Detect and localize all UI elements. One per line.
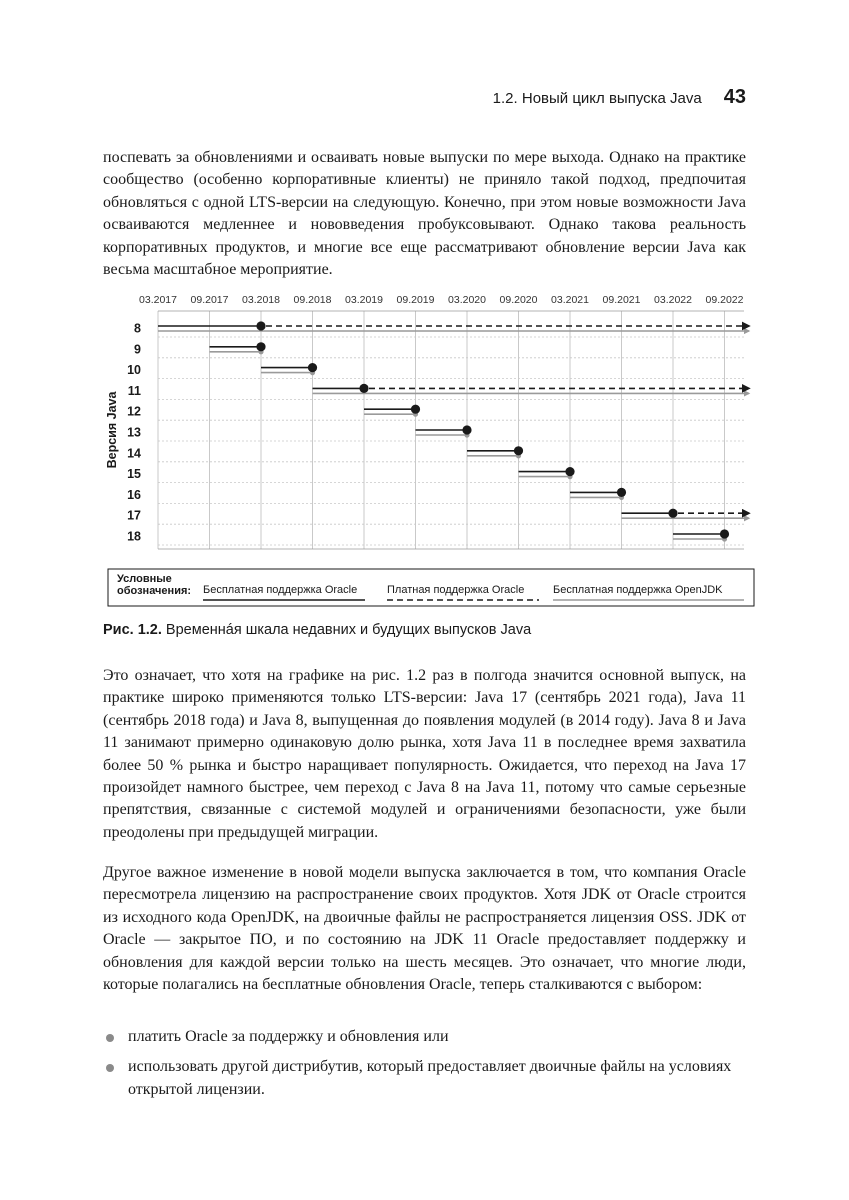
paragraph: поспевать за обновлениями и осваивать новые выпуски по мере выхода. Однако на практике сообщество (особенно корпоративные клиенты) не приняло такой подход, предпочитая обновляться с одной LTS-версии на следующую. Конечно, при этом новые возможности Java осваиваются медленнее и нововведения пробуксовывают. Однако такова реальность корпоративных продуктов, и многие все еще рассматривают обновление версии Java как весьма масштабное мероприятие. [103,149,746,279]
legend-item-oracle-free: Бесплатная поддержка Oracle [203,584,358,596]
x-tick-label: 09.2022 [705,294,744,306]
x-tick-label: 03.2018 [242,294,280,306]
legend-heading: обозначения: [117,585,192,597]
running-header [493,86,746,114]
version-label: 17 [127,508,141,523]
oracle-free-end-dot [256,342,265,351]
version-label: 12 [127,404,141,419]
legend-heading: Условные [117,573,172,585]
list-item-text: использовать другой дистрибутив, который предоставляет двоичные файлы на условиях открытой лицензии. [128,1058,732,1098]
legend-item-oracle-paid: Платная поддержка Oracle [387,584,525,596]
version-label: 10 [127,363,141,378]
paragraph: Другое важное изменение в новой модели выпуска заключается в том, что компания Oracle пересмотрела лицензию на распространение своих продуктов. Хотя JDK от Oracle строится из исходного кода OpenJDK, на двоичные файлы не распространяется лицензия OSS. JDK от Oracle — закрытое ПО, и по состоянию на JDK 11 Oracle предоставляет поддержку и обновления для каждой версии только на шесть месяцев. Это означает, что многие люди, которые полагались на бесплатные обновления Oracle, теперь сталкиваются с выбором: [103,864,746,994]
x-tick-label: 09.2020 [499,294,538,306]
caption-text: Временнáя шкала недавних и будущих выпусков Java [161,622,532,638]
version-label: 13 [127,425,141,440]
bullet-icon [106,1034,114,1042]
release-timeline-figure [103,285,763,615]
version-label: 18 [127,529,141,544]
bullet-icon [106,1064,114,1072]
x-tick-label: 03.2022 [654,294,692,306]
section-title: 1.2. Новый цикл выпуска Java [492,90,702,107]
oracle-free-end-dot [256,321,265,330]
version-label: 14 [127,446,141,461]
list-item-text: платить Oracle за поддержку и обновления или [128,1028,449,1045]
list-item [103,1026,746,1048]
oracle-free-end-dot [308,363,317,372]
version-label: 11 [127,383,141,398]
legend-item-openjdk-free: Бесплатная поддержка OpenJDK [553,584,723,596]
bullet-list [103,1026,746,1109]
oracle-free-end-dot [514,446,523,455]
oracle-free-end-dot [411,405,420,414]
version-label: 9 [134,342,141,357]
version-label: 8 [134,321,141,336]
paragraph: Это означает, что хотя на графике на рис. 1.2 раз в полгода значится основной выпуск, на практике широко применяются только LTS-версии: Java 17 (сентябрь 2021 года), Java 11 (сентябрь 2018 года) и Java 8, выпущенная до появления модулей (в 2014 году). Java 8 и Java 11 занимают примерно одинаковую долю рынка, хотя Java 11 в последнее время захватила более 50 % рынка и быстро наращивает популярность. Ожидается, что переход на Java 17 произойдет намного быстрее, чем переход с Java 8 на Java 11, потому что самые серьезные препятствия, связанные с системой модулей и ограничениями безопасности, уже были преодолены при предыдущей миграции. [103,667,746,841]
caption-label: Рис. 1.2. [103,622,162,638]
page-number: 43 [723,86,746,108]
oracle-free-end-dot [617,488,626,497]
y-axis-label: Версия Java [105,391,119,469]
version-label: 16 [127,487,141,502]
x-tick-label: 09.2021 [602,294,641,306]
x-tick-label: 03.2017 [139,294,177,306]
oracle-free-end-dot [668,509,677,518]
oracle-free-end-dot [565,467,574,476]
x-tick-label: 09.2019 [396,294,435,306]
oracle-free-end-dot [359,384,368,393]
x-tick-label: 03.2021 [551,294,589,306]
x-tick-label: 09.2017 [190,294,229,306]
x-tick-label: 03.2020 [448,294,486,306]
list-item [103,1056,746,1101]
figure-caption [103,622,746,638]
x-tick-label: 03.2019 [345,294,383,306]
x-tick-label: 09.2018 [293,294,332,306]
oracle-free-end-dot [720,529,729,538]
release-timeline-chart [103,285,763,615]
oracle-free-end-dot [462,425,471,434]
version-label: 15 [127,467,141,482]
